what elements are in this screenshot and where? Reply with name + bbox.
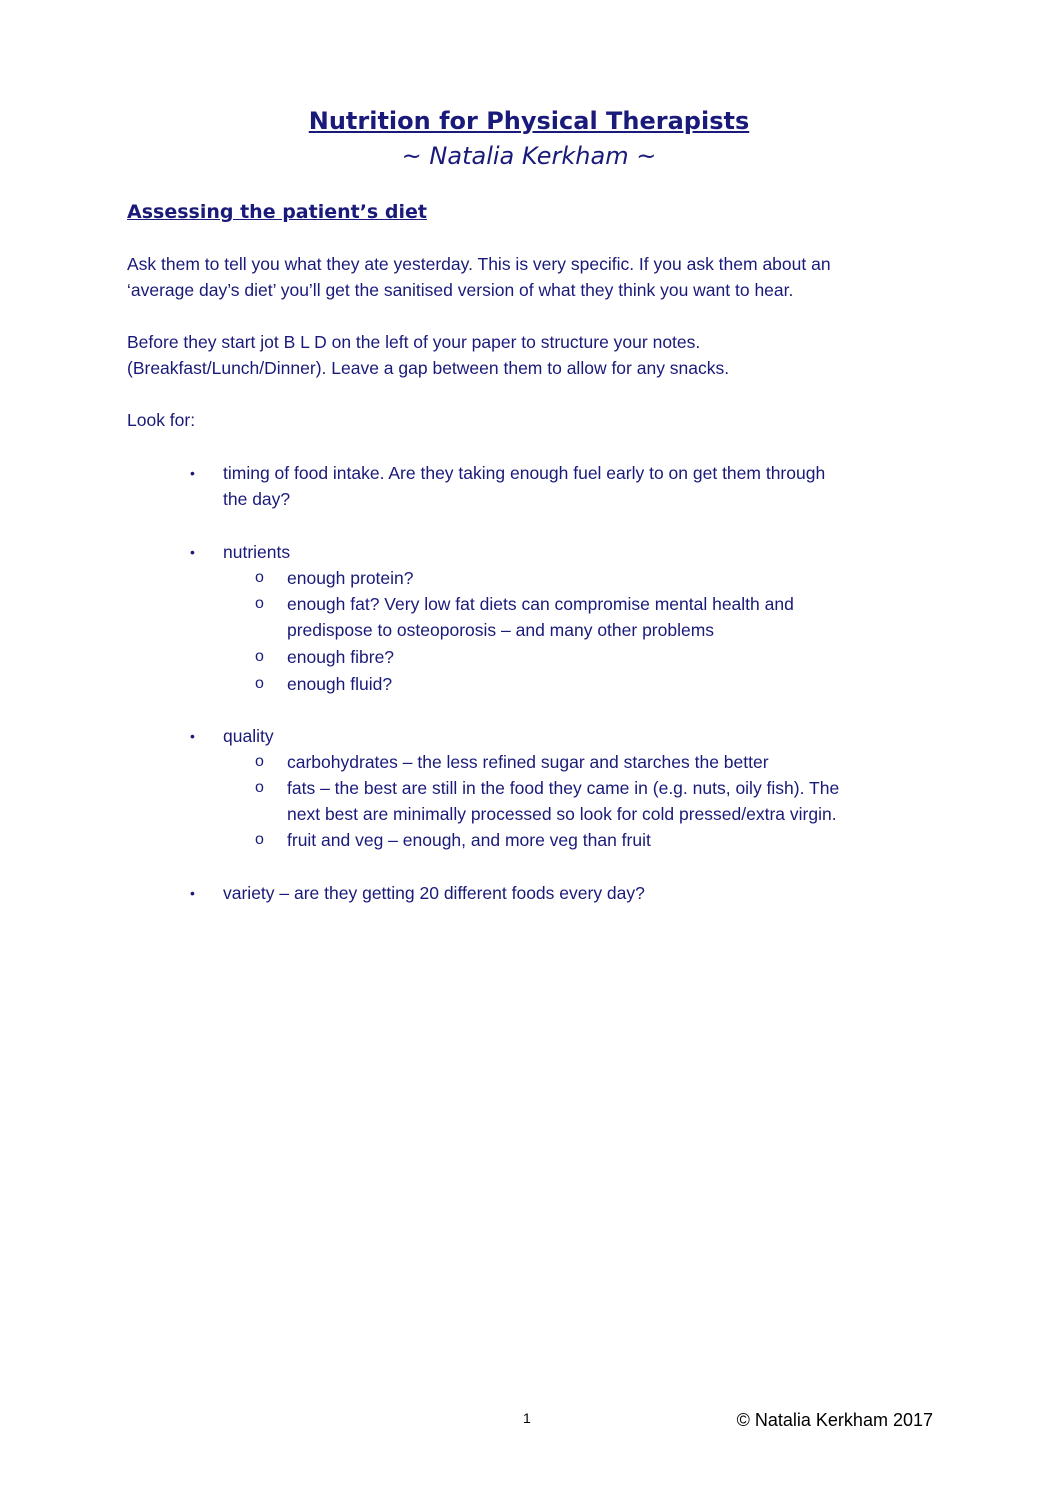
list-item-text: quality: [223, 726, 274, 746]
sublist-item-text: [287, 591, 947, 643]
sublist-item-line: fats – the best are still in the food they came in (e.g. nuts, oily fish). The: [287, 778, 840, 798]
sublist-item-text: carbohydrates – the less refined sugar and starches the better: [287, 752, 769, 772]
list-item-text: [223, 460, 943, 512]
author-byline: ~ Natalia Kerkham ~: [401, 142, 657, 170]
sublist-item-line: predispose to osteoporosis – and many other problems: [287, 620, 715, 640]
circle-bullet-icon: o: [255, 779, 264, 796]
list-item-line: the day?: [223, 489, 291, 509]
document-title: Nutrition for Physical Therapists: [308, 107, 750, 135]
paragraph-line: (Breakfast/Lunch/Dinner). Leave a gap between them to allow for any snacks.: [127, 358, 730, 378]
list-item-line: timing of food intake. Are they taking enough fuel early to on get them through: [223, 463, 826, 483]
paragraph-bld-notes: [127, 329, 947, 381]
paragraph-line: Ask them to tell you what they ate yesterday. This is very specific. If you ask them about an: [127, 254, 831, 274]
bullet-icon: •: [190, 728, 195, 744]
circle-bullet-icon: o: [255, 675, 264, 692]
sublist-item-line: enough fat? Very low fat diets can compromise mental health and: [287, 594, 794, 614]
bullet-icon: •: [190, 465, 195, 481]
paragraph-look-for: Look for:: [127, 410, 196, 430]
page-number: 1: [523, 1410, 531, 1426]
list-item-text: variety – are they getting 20 different foods every day?: [223, 883, 645, 903]
copyright-notice: © Natalia Kerkham 2017: [736, 1410, 933, 1430]
sublist-item-text: fruit and veg – enough, and more veg than fruit: [287, 830, 651, 850]
paragraph-ask-yesterday: [127, 251, 947, 303]
list-item-text: nutrients: [223, 542, 291, 562]
sublist-item-text: enough fibre?: [287, 647, 395, 667]
sublist-item-text: [287, 775, 947, 827]
section-heading: Assessing the patient’s diet: [127, 201, 427, 223]
circle-bullet-icon: o: [255, 648, 264, 665]
circle-bullet-icon: o: [255, 753, 264, 770]
sublist-item-text: enough fluid?: [287, 674, 393, 694]
bullet-icon: •: [190, 544, 195, 560]
circle-bullet-icon: o: [255, 831, 264, 848]
paragraph-line: Before they start jot B L D on the left of your paper to structure your notes.: [127, 332, 701, 352]
circle-bullet-icon: o: [255, 595, 264, 612]
paragraph-line: ‘average day’s diet’ you’ll get the sanitised version of what they think you want to hear.: [127, 280, 794, 300]
sublist-item-text: enough protein?: [287, 568, 414, 588]
circle-bullet-icon: o: [255, 569, 264, 586]
bullet-icon: •: [190, 885, 195, 901]
sublist-item-line: next best are minimally processed so look for cold pressed/extra virgin.: [287, 804, 837, 824]
